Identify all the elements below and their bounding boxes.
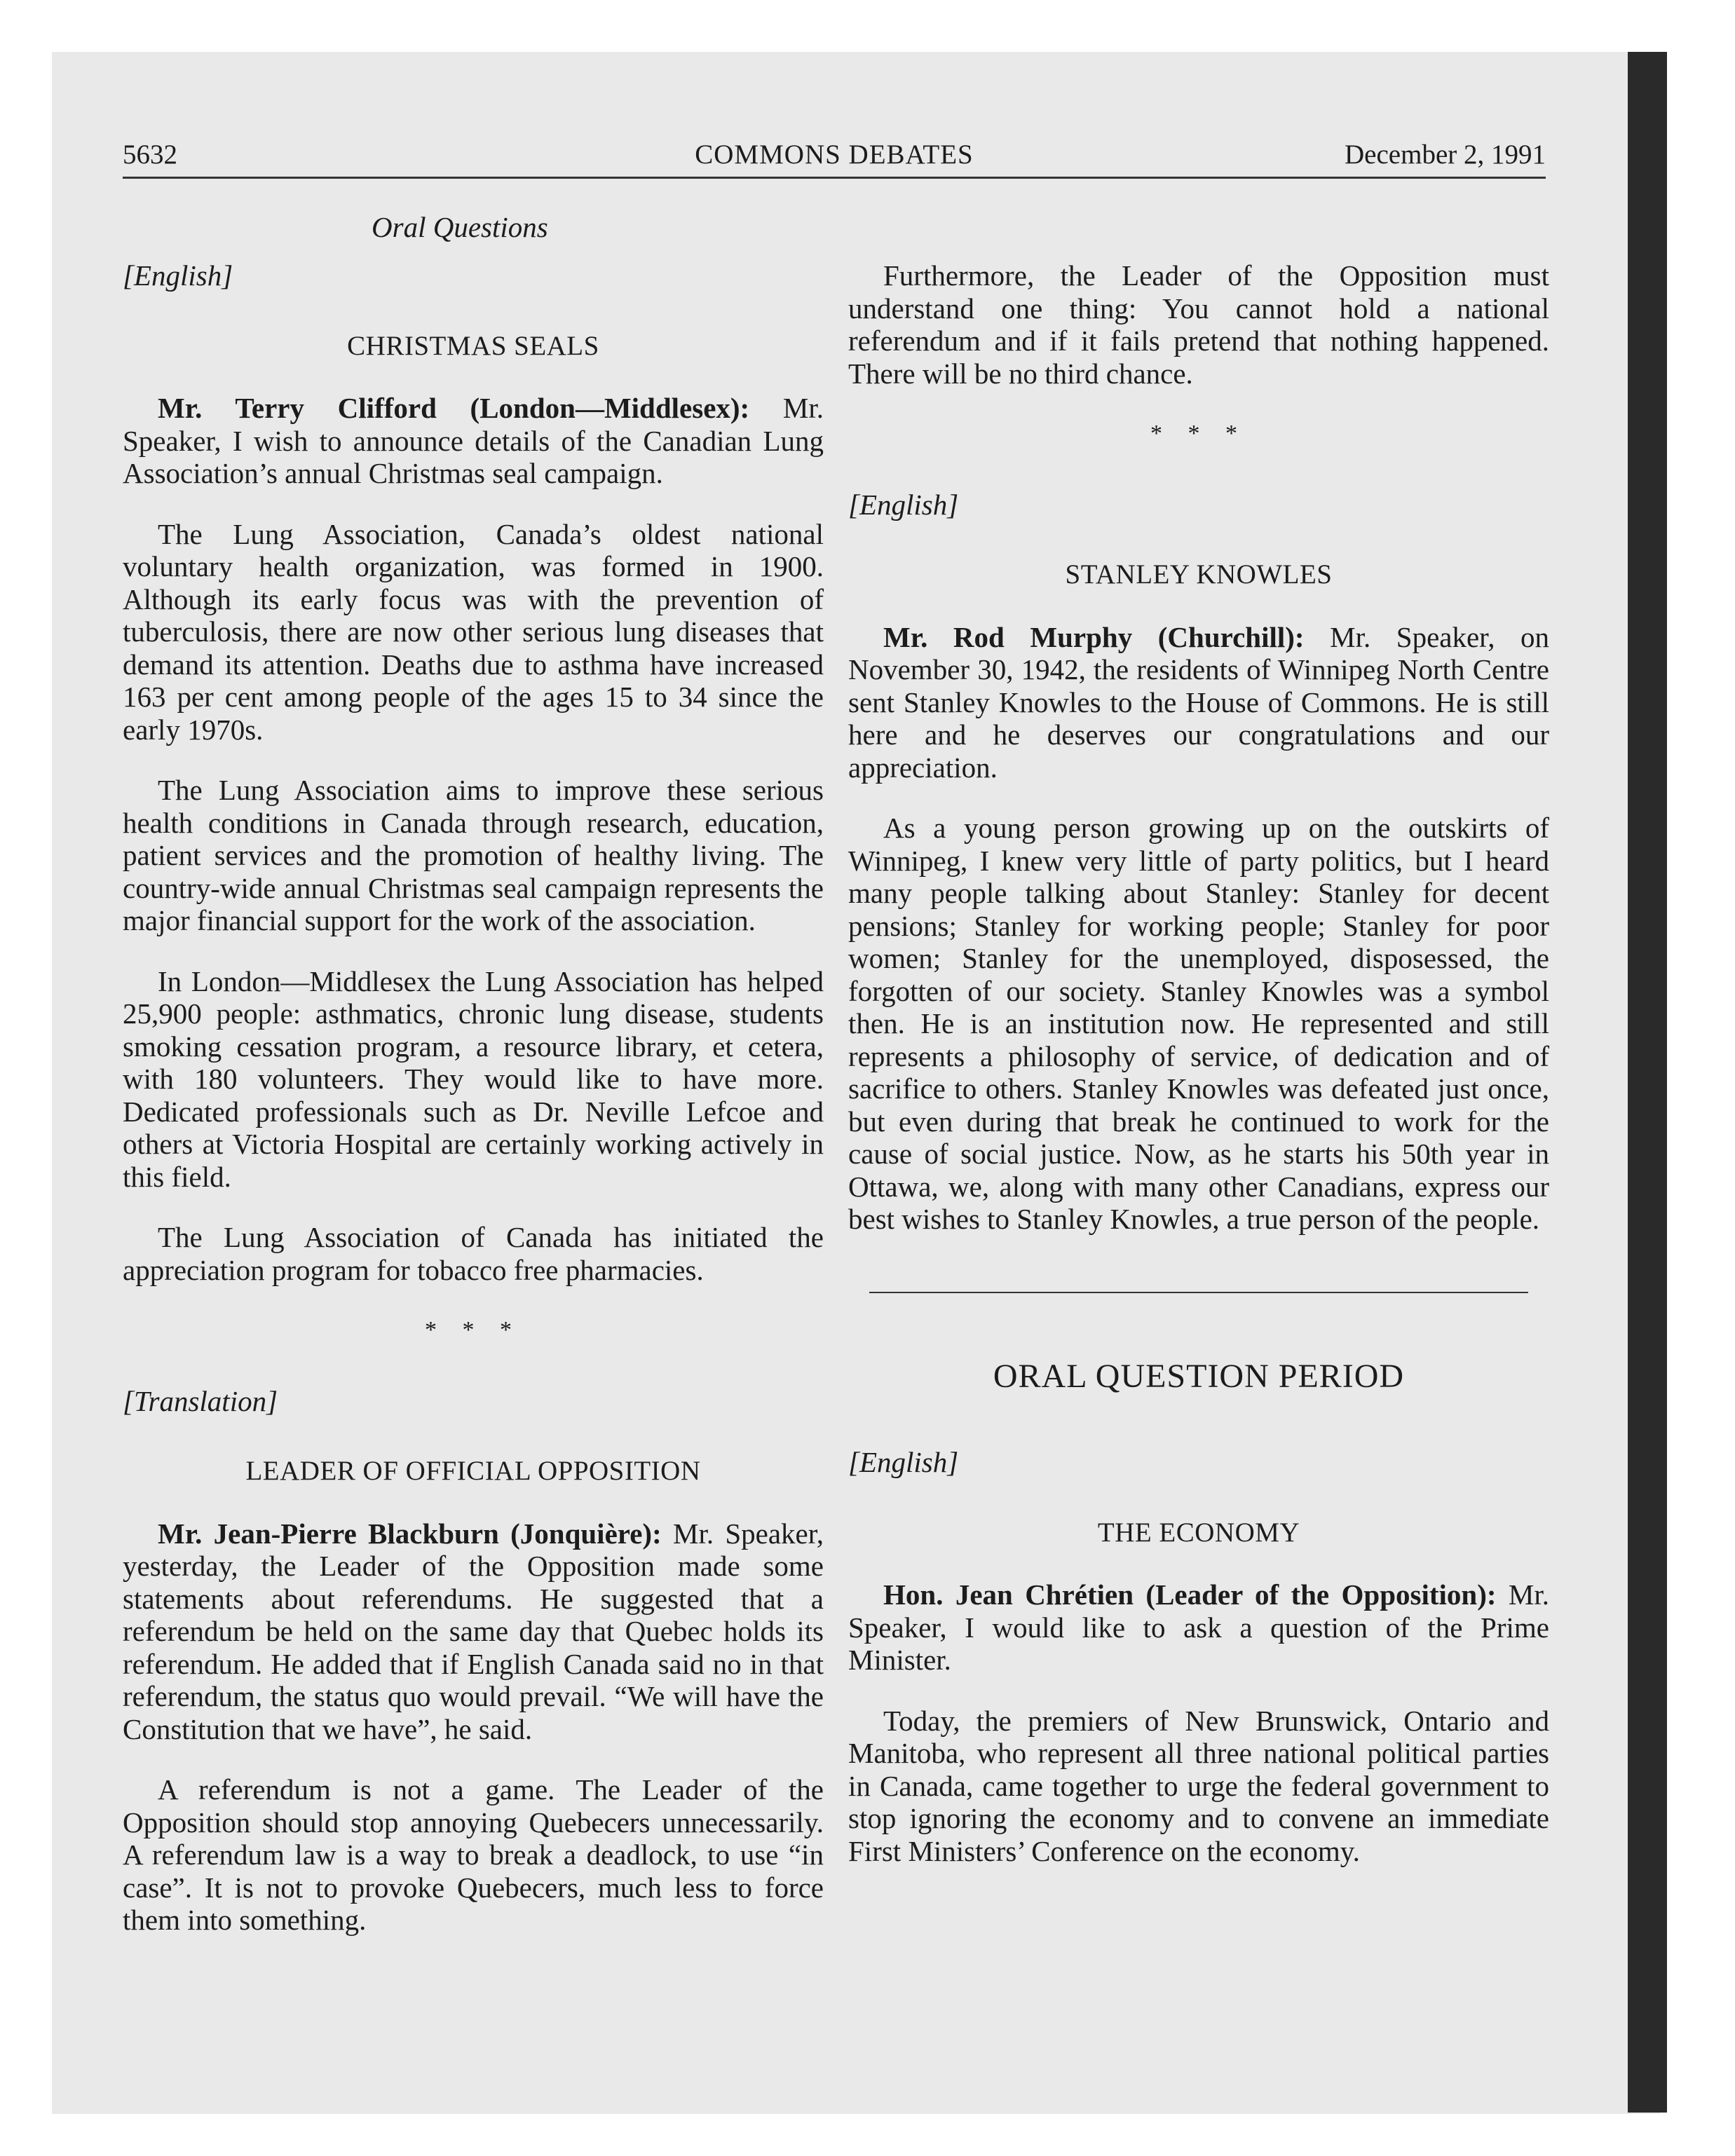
language-tag: [English] [123,259,233,292]
paragraph [123,392,824,490]
section-heading-stanley-knowles: STANLEY KNOWLES [1065,559,1333,589]
paragraph-text: Mr. Speaker, I would like to ask a question of the Prime Minister. [848,1578,1549,1676]
paragraph: Furthermore, the Leader of the Opposition must understand one thing: You cannot hold a national referendum and if it fails pretend that nothing happened. There will be no third chance. [848,259,1549,390]
paragraph: As a young person growing up on the outskirts of Winnipeg, I knew very little of party politics, but I heard many people talking about Stanley: Stanley for decent pensions; Stanley for working people; Stanley for poor women; Stanley for the unemployed, disposessed, the forgotten of our society. Stanley Knowles was a symbol then. He is an institution now. He represented and still represents a philosophy of service, of dedication and of sacrifice to others. Stanley Knowles was defeated just once, but even during that break he continued to work for the cause of social justice. Now, as he starts his 50th year in Ottawa, we, along with many other Canadians, express our best wishes to Stanley Knowles, a true person of the people. [848,812,1549,1235]
header-rule [123,177,1546,179]
section-heading-christmas-seals: CHRISTMAS SEALS [347,330,599,361]
section-rule [869,1292,1528,1293]
paragraph [123,1517,824,1746]
language-tag: [Translation] [123,1384,278,1417]
paragraph [848,1578,1549,1677]
page-header [123,139,1546,181]
section-separator: * * * [1150,421,1247,446]
page-number: 5632 [123,139,177,170]
paragraph: In London—Middlesex the Lung Association has helped 25,900 people: asthmatics, chronic lung disease, students smoking cessation program, a resource library, et cetera, with 180 volunteers. They would like to have more. Dedicated professionals such as Dr. Neville Lefcoe and others at Victoria Hospital are certainly working actively in this field. [123,964,824,1193]
left-column [123,259,824,1965]
paragraph [848,621,1549,784]
publication-date: December 2, 1991 [1345,139,1546,170]
speaker-name: Mr. Jean-Pierre Blackburn (Jonquière): [158,1517,662,1550]
scan-border [1628,52,1667,2113]
paragraph: The Lung Association, Canada’s oldest national voluntary health organization, was formed in 1900. Although its early focus was with the prevention of tuberculosis, there are now other serious lung diseases that demand its attention. Deaths due to asthma have increased 163 per cent among people of the ages 15 to 34 since the early 1970s. [123,517,824,746]
language-tag: [English] [848,1446,959,1478]
right-column [848,259,1549,1895]
paragraph: A referendum is not a game. The Leader of the Opposition should stop annoying Quebecers unnecessarily. A referendum law is a way to break a deadlock, to use “in case”. It is not to provoke Quebecers, much less to force them into something. [123,1773,824,1936]
speaker-name: Mr. Terry Clifford (London—Middlesex): [158,392,750,424]
paragraph: Today, the premiers of New Brunswick, Ontario and Manitoba, who represent all three national political parties in Canada, came together to urge the federal government to stop ignoring the economy and to convene an immediate First Ministers’ Conference on the economy. [848,1704,1549,1867]
speaker-name: Mr. Rod Murphy (Churchill): [883,620,1305,653]
speaker-name: Hon. Jean Chrétien (Leader of the Opposition): [883,1578,1497,1611]
running-head: Oral Questions [372,211,548,243]
section-heading-economy: THE ECONOMY [1097,1517,1300,1548]
paragraph: The Lung Association aims to improve these serious health conditions in Canada through research, education, patient services and the promotion of healthy living. The country-wide annual Christmas seal campaign represents the major financial support for the work of the association. [123,774,824,936]
paragraph-text: Mr. Speaker, I wish to announce details of the Canadian Lung Association’s annual Christmas seal campaign. [123,392,824,489]
publication-title: COMMONS DEBATES [695,139,974,170]
language-tag: [English] [848,488,959,521]
paragraph: The Lung Association of Canada has initiated the appreciation program for tobacco free pharmacies. [123,1221,824,1286]
section-heading-leader-opposition: LEADER OF OFFICIAL OPPOSITION [245,1456,701,1486]
paragraph-text: Mr. Speaker, yesterday, the Leader of the Opposition made some statements about referendums. He suggested that a referendum be held on the same day that Quebec holds its referendum. He added that if English Canada said no in that referendum, the status quo would prevail. “We will have the Constitution that we have”, he said. [123,1517,824,1745]
paragraph-text: Mr. Speaker, on November 30, 1942, the residents of Winnipeg North Centre sent Stanley Knowles to the House of Commons. He is still here and he deserves our congratulations and our appreciation. [848,620,1549,784]
section-title-oral-question-period: ORAL QUESTION PERIOD [993,1357,1405,1395]
section-separator: * * * [425,1317,522,1343]
